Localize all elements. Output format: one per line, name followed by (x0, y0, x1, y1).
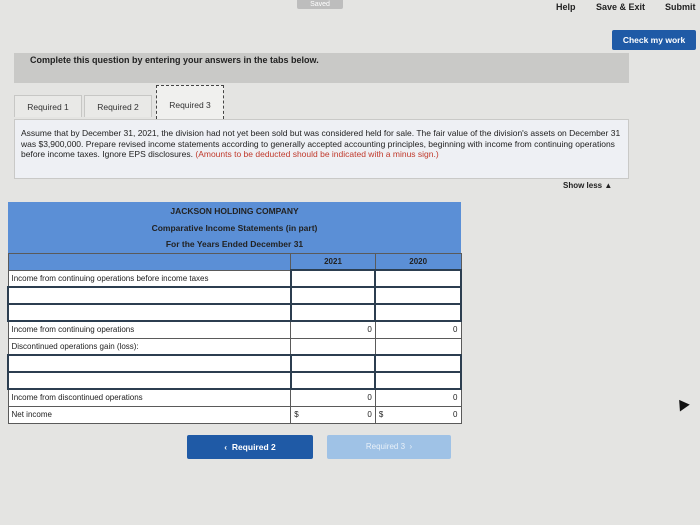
row-label-input[interactable] (8, 287, 291, 304)
help-link[interactable]: Help (556, 2, 576, 12)
next-required-button[interactable]: Required 3 › (327, 435, 451, 459)
net-income-2021-value: 0 (367, 410, 372, 419)
year-2021: 2021 (291, 253, 376, 270)
mouse-cursor-icon (674, 396, 690, 411)
nav-buttons (187, 435, 451, 459)
instruction-banner (14, 53, 629, 83)
continuing-2020: 0 (375, 321, 461, 338)
net-income-2020-value: 0 (453, 410, 458, 419)
top-bar (0, 0, 700, 18)
disc-row-2021-input[interactable] (291, 355, 376, 372)
disc-row-label-input[interactable] (8, 372, 291, 389)
instruction-text: Complete this question by entering your answers in the tabs below. (30, 55, 319, 65)
pretax-2020-input[interactable] (375, 270, 461, 287)
question-text: Assume that by December 31, 2021, the division had not yet been sold but was considered held for sale. The fair value of the division's assets on December 31 was $3,900,000. Prepare revised income statements according to generally accepted accounting principles, beginning with income from continuing operations before income taxes. Ignore EPS disclosures. (Amounts to be deducted should be indicated with a minus sign.) (21, 128, 621, 159)
continuing-2021: 0 (291, 321, 376, 338)
disc-row-2020-input[interactable] (375, 372, 461, 389)
tab-required-3[interactable]: Required 3 (156, 85, 224, 119)
net-income-label: Net income (8, 406, 291, 423)
statement-title: Comparative Income Statements (in part) (8, 219, 461, 236)
row-label-input[interactable] (8, 304, 291, 321)
net-income-2020-dollar: $ (378, 410, 384, 419)
row-2021-input[interactable] (291, 287, 376, 304)
question-panel (14, 119, 629, 179)
disc-income-label: Income from discontinued operations (8, 389, 291, 406)
net-income-2021 (291, 406, 376, 423)
statement-period: For the Years Ended December 31 (8, 236, 461, 253)
check-my-work-button[interactable]: Check my work (612, 30, 696, 50)
submit-link[interactable]: Submit (665, 2, 696, 12)
disc-income-2020: 0 (375, 389, 461, 406)
row-2021-input[interactable] (291, 304, 376, 321)
pretax-label: Income from continuing operations before income taxes (8, 270, 291, 287)
disc-gain-label: Discontinued operations gain (loss): (8, 338, 291, 355)
year-2020: 2020 (375, 253, 461, 270)
saved-indicator: Saved (297, 0, 343, 9)
tab-required-2[interactable]: Required 2 (84, 95, 152, 117)
prev-required-button[interactable]: ‹ Required 2 (187, 435, 313, 459)
show-less-toggle[interactable]: Show less ▲ (563, 181, 613, 190)
disc-row-2021-input[interactable] (291, 372, 376, 389)
tab-required-1[interactable]: Required 1 (14, 95, 82, 117)
net-income-2021-dollar: $ (294, 410, 299, 419)
income-statement-table (7, 202, 462, 424)
continuing-label: Income from continuing operations (8, 321, 291, 338)
disc-row-2020-input[interactable] (375, 355, 461, 372)
save-exit-link[interactable]: Save & Exit (596, 2, 646, 12)
company-name: JACKSON HOLDING COMPANY (8, 202, 461, 219)
net-income-2020 (375, 406, 461, 423)
row-2020-input[interactable] (375, 304, 461, 321)
question-note: (Amounts to be deducted should be indicated with a minus sign.) (195, 149, 439, 159)
disc-income-2021: 0 (291, 389, 376, 406)
disc-row-label-input[interactable] (8, 355, 291, 372)
pretax-2021-input[interactable] (291, 270, 376, 287)
row-2020-input[interactable] (375, 287, 461, 304)
